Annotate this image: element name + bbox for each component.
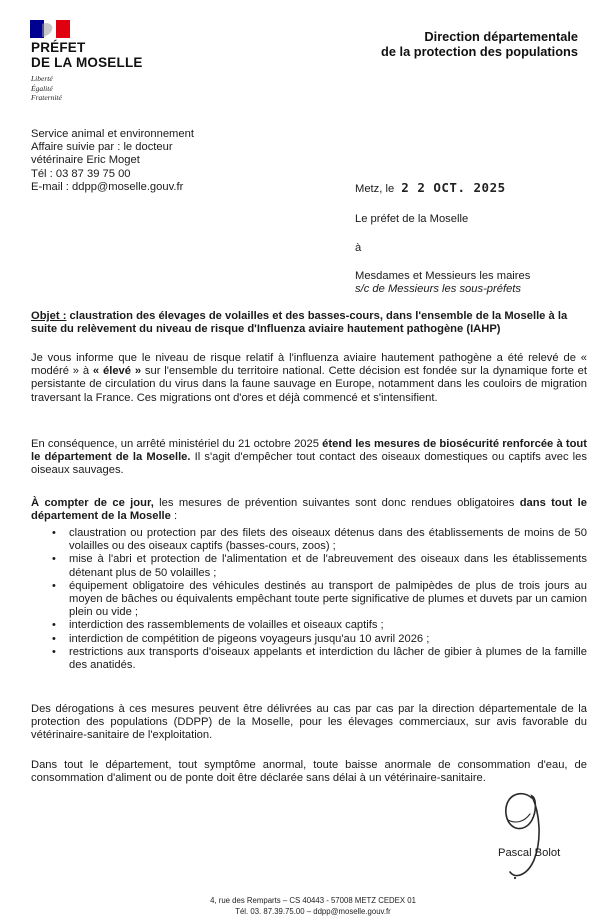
list-item: • restrictions aux transports d'oiseaux appelants et interdiction du lâcher de gibier à plumes de la famille des anatidés. bbox=[52, 646, 587, 672]
p3-text-d: : bbox=[170, 510, 178, 523]
p1-text-c: sur l'ensemble du territoire national. Cette décision est fondée sur la dynamique forte et persistante de circulation du virus dans la faune sauvage en Europe, notamment dans les couloirs de migration traversant la France. Ces migrations ont d'ores et déjà commencé et s'intensifient. bbox=[31, 365, 587, 404]
p3-text-bold-a: À compter de ce jour, bbox=[31, 497, 154, 509]
service-contact-block bbox=[31, 128, 194, 194]
paragraph-arrete bbox=[31, 438, 587, 478]
recipient-line1: Mesdames et Messieurs les maires bbox=[355, 270, 531, 282]
date-stamp: 2 2 OCT. 2025 bbox=[401, 180, 506, 195]
sender: Le préfet de la Moselle bbox=[355, 213, 469, 225]
list-item: • claustration ou protection par des filets des oiseaux détenus dans des établissements de moins de 50 volailles ou des oiseaux captifs (basses-cours, zoos) ; bbox=[52, 527, 587, 553]
devise-liberte: Liberté bbox=[31, 74, 53, 83]
direction-line2: de la protection des populations bbox=[381, 44, 578, 59]
direction-line1: Direction départementale bbox=[424, 29, 578, 44]
logo-line1: PRÉFET bbox=[31, 40, 86, 55]
list-item: • interdiction de compétition de pigeons voyageurs jusqu'au 10 avril 2026 ; bbox=[52, 633, 587, 646]
p3-text-b: les mesures de prévention suivantes sont donc rendues obligatoires bbox=[153, 497, 520, 509]
paragraph-derogations: Des dérogations à ces mesures peuvent être délivrées au cas par cas par la direction départementale de la protection des populations (DDPP) de la Moselle, pour les élevages commerciaux, sur avis favorable du vétérinaire-sanitaire de l'exploitation. bbox=[31, 703, 587, 742]
service-email: E-mail : ddpp@moselle.gouv.fr bbox=[31, 180, 184, 193]
footer bbox=[0, 896, 616, 917]
footer-contact: Tél. 03. 87.39.75.00 – ddpp@moselle.gouv.fr bbox=[235, 906, 391, 916]
objet-label: Objet : bbox=[31, 310, 67, 322]
service-veterinaire: vétérinaire Eric Moget bbox=[31, 154, 140, 167]
to-word: à bbox=[355, 242, 362, 254]
list-item: • équipement obligatoire des véhicules destinés au transport de palmipèdes de plus de trois jours au moyen de bâches ou équivalents empêchant toute perte significative de plumes et duvets par un camion plein ou vide ; bbox=[52, 580, 587, 620]
city-label: Metz, le bbox=[355, 183, 395, 195]
objet-text: claustration des élevages de volailles et des basses-cours, dans l'ensemble de la Moselle à la suite du relèvement du niveau de risque d'Influenza aviaire hautement pathogène (IAHP) bbox=[31, 310, 568, 336]
paragraph-symptoms: Dans tout le département, tout symptôme anormal, toute baisse anormale de consommation d'eau, de consommation d'aliment ou de ponte doit être déclarée sans délai à un vétérinaire-sanitaire. bbox=[31, 759, 587, 785]
p3-text-bold-c: dans tout le département de la Moselle bbox=[31, 497, 587, 523]
service-tel: Tél : 03 87 39 75 00 bbox=[31, 167, 131, 180]
recipient-block bbox=[355, 270, 530, 296]
recipient-line2: s/c de Messieurs les sous-préfets bbox=[355, 283, 522, 295]
devise bbox=[31, 74, 62, 103]
signatory-name: Pascal Bolot bbox=[498, 847, 561, 859]
paragraph-risk-level bbox=[31, 352, 587, 405]
devise-egalite: Égalité bbox=[31, 83, 53, 93]
marianne-logo-icon bbox=[30, 20, 70, 38]
service-affaire: Affaire suivie par : le docteur bbox=[31, 141, 173, 154]
footer-address: 4, rue des Remparts – CS 40443 - 57008 METZ CEDEX 01 bbox=[210, 896, 416, 905]
p2-text-c: Il s'agit d'empêcher tout contact des oiseaux domestiques ou captifs avec les oiseaux sauvages. bbox=[31, 451, 587, 477]
p1-text-a: Je vous informe que le niveau de risque relatif à l'influenza aviaire hautement pathogène a été relevé de « modéré » à bbox=[31, 352, 587, 378]
logo-line2: DE LA MOSELLE bbox=[31, 55, 143, 70]
prefet-logo-text bbox=[31, 40, 143, 70]
paragraph-measures-intro bbox=[31, 497, 587, 523]
signature-icon bbox=[480, 780, 560, 890]
direction-header bbox=[381, 29, 578, 59]
p2-text-a: En conséquence, un arrêté ministériel du 21 octobre 2025 bbox=[31, 438, 323, 450]
city-date bbox=[355, 180, 506, 195]
devise-fraternite: Fraternité bbox=[31, 93, 62, 102]
objet-heading bbox=[31, 310, 587, 336]
p1-text-bold: « élevé » bbox=[92, 365, 142, 378]
list-item: • interdiction des rassemblements de volailles et oiseaux captifs ; bbox=[52, 619, 587, 632]
list-item: • mise à l'abri et protection de l'alimentation et de l'abreuvement des oiseaux dans les établissements détenant plus de 50 volailles ; bbox=[52, 553, 587, 579]
measures-list bbox=[52, 527, 587, 672]
service-name: Service animal et environnement bbox=[31, 128, 194, 140]
p2-text-bold: étend les mesures de biosécurité renforcée à tout le département de la Moselle. bbox=[31, 438, 587, 464]
